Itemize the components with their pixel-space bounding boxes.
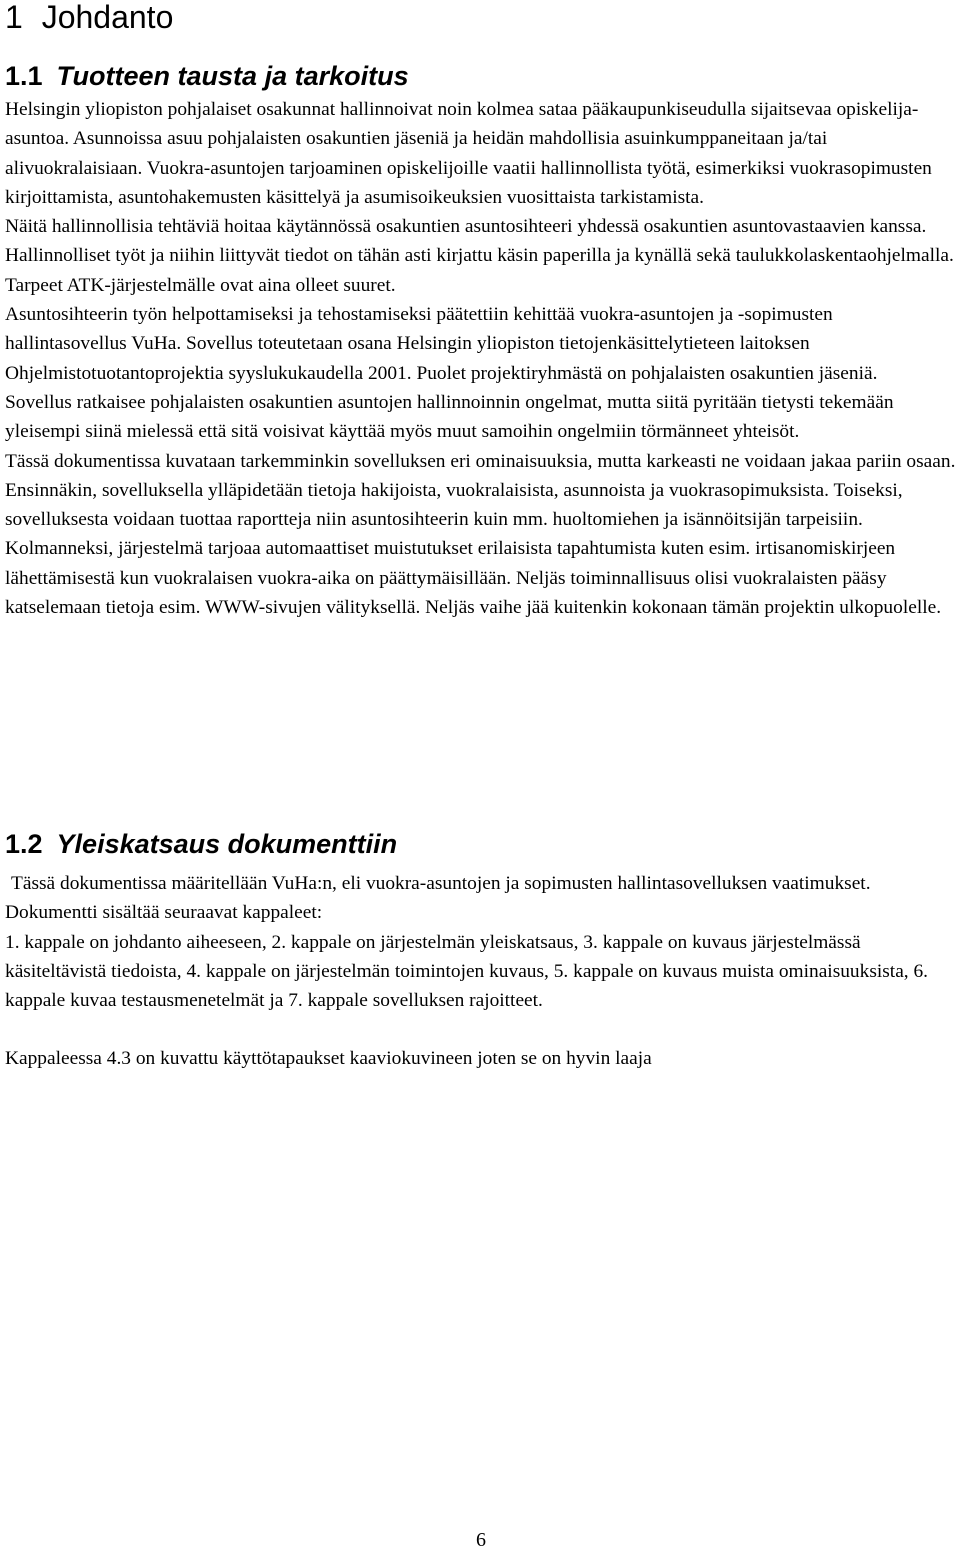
chapter-heading xyxy=(5,0,173,34)
section-number: 1.2 xyxy=(5,829,43,859)
page-number: 6 xyxy=(476,1529,486,1551)
paragraph-intro xyxy=(5,869,957,928)
paragraph: Näitä hallinnollisia tehtäviä hoitaa käytännössä osakuntien asuntosihteeri yhdessä osakuntien asuntovastaavien kanssa. xyxy=(5,216,927,238)
section-heading-1-2 xyxy=(5,829,397,859)
section-title: Yleiskatsaus dokumenttiin xyxy=(56,829,398,859)
paragraph: Tässä dokumentissa kuvataan tarkemminkin sovelluksen eri ominaisuuksia, mutta karkeasti ne voidaan jakaa pariin osaan. Ensinnäkin, sovelluksella ylläpidetään tietoja hakijoista, vuokralaisista, asunnoista ja vuokrasopimuksista. Toiseksi, sovelluksesta voidaan tuottaa raportteja niin asuntosihteerin kuin mm. huoltomiehen ja isännöitsijän tarpeisiin. Kolmanneksi, järjestelmä tarjoaa automaattiset muistutukset erilaisista tapahtumista kuten esim. irtisanomiskirjeen lähettämisestä kun vuokralaisen vuokra-aika on päättymäisillään. Neljäs toiminnallisuus olisi vuokralaisten pääsy katselemaan tietoja esim. WWW-sivujen välityksellä. Neljäs vaihe jää kuitenkin kokonaan tämän projektin ulkopuolelle. xyxy=(5,450,956,619)
paragraph: Asuntosihteerin työn helpottamiseksi ja tehostamiseksi päätettiin kehittää vuokra-asuntojen ja -sopimusten hallintasovellus VuHa. Sovellus toteutetaan osana Helsingin yliopiston tietojenkäsittelytieteen laitoksen Ohjelmistotuotantoprojektia syyslukukaudella 2001. Puolet projektiryhmästä on pohjalaisten osakuntien jäseniä. xyxy=(5,304,878,384)
paragraph: Sovellus ratkaisee pohjalaisten osakuntien asuntojen hallinnoinnin ongelmat, mutta siitä pyritään tietysti tekemään yleisempi siinä mielessä että sitä voisivat käyttää myös muut samoihin ongelmiin törmänneet yhteisöt. xyxy=(5,391,894,443)
chapter-title: Johdanto xyxy=(41,0,174,35)
section-number: 1.1 xyxy=(5,61,43,91)
paragraph-intro-text: Tässä dokumentissa määritellään VuHa:n, eli vuokra-asuntojen ja sopimusten hallintasovelluksen vaatimukset. Dokumentti sisältää seuraavat kappaleet: xyxy=(5,873,871,924)
section-title: Tuotteen tausta ja tarkoitus xyxy=(56,61,409,91)
paragraph: Hallinnolliset työt ja niihin liittyvät tiedot on tähän asti kirjattu käsin paperilla ja kynällä sekä taulukkolaskentaohjelmalla. Tarpeet ATK-järjestelmälle ovat aina olleet suuret. xyxy=(5,245,954,296)
section-1-2-body xyxy=(5,869,957,1074)
section-heading-1-1 xyxy=(5,61,409,91)
paragraph: Helsingin yliopiston pohjalaiset osakunnat hallinnoivat noin kolmea sataa pääkaupunkiseudulla sijaitsevaa opiskelija-asuntoa. Asunnoissa asuu pohjalaisten osakuntien jäseniä ja heidän mahdollisia asuinkumppaneitaan ja/tai alivuokralaisiaan. Vuokra-asuntojen tarjoaminen opiskelijoille vaatii hallinnollista työtä, esimerkiksi vuokrasopimusten kirjoittamista, asuntohakemusten käsittelyä ja asumisoikeuksien vuosittaista tarkistamista. xyxy=(5,99,932,208)
chapter-number: 1 xyxy=(5,0,23,35)
section-1-1-body xyxy=(5,95,957,622)
paragraph-chapters: 1. kappale on johdanto aiheeseen, 2. kappale on järjestelmän yleiskatsaus, 3. kappale on kuvaus järjestelmässä käsiteltävistä tiedoista, 4. kappale on järjestelmän toimintojen kuvaus, 5. kappale on kuvaus muista ominaisuuksista, 6. kappale kuvaa testausmenetelmät ja 7. kappale sovelluksen rajoitteet. xyxy=(5,931,929,1012)
paragraph-note: Kappaleessa 4.3 on kuvattu käyttötapaukset kaaviokuvineen joten se on hyvin laaja xyxy=(5,1048,652,1070)
